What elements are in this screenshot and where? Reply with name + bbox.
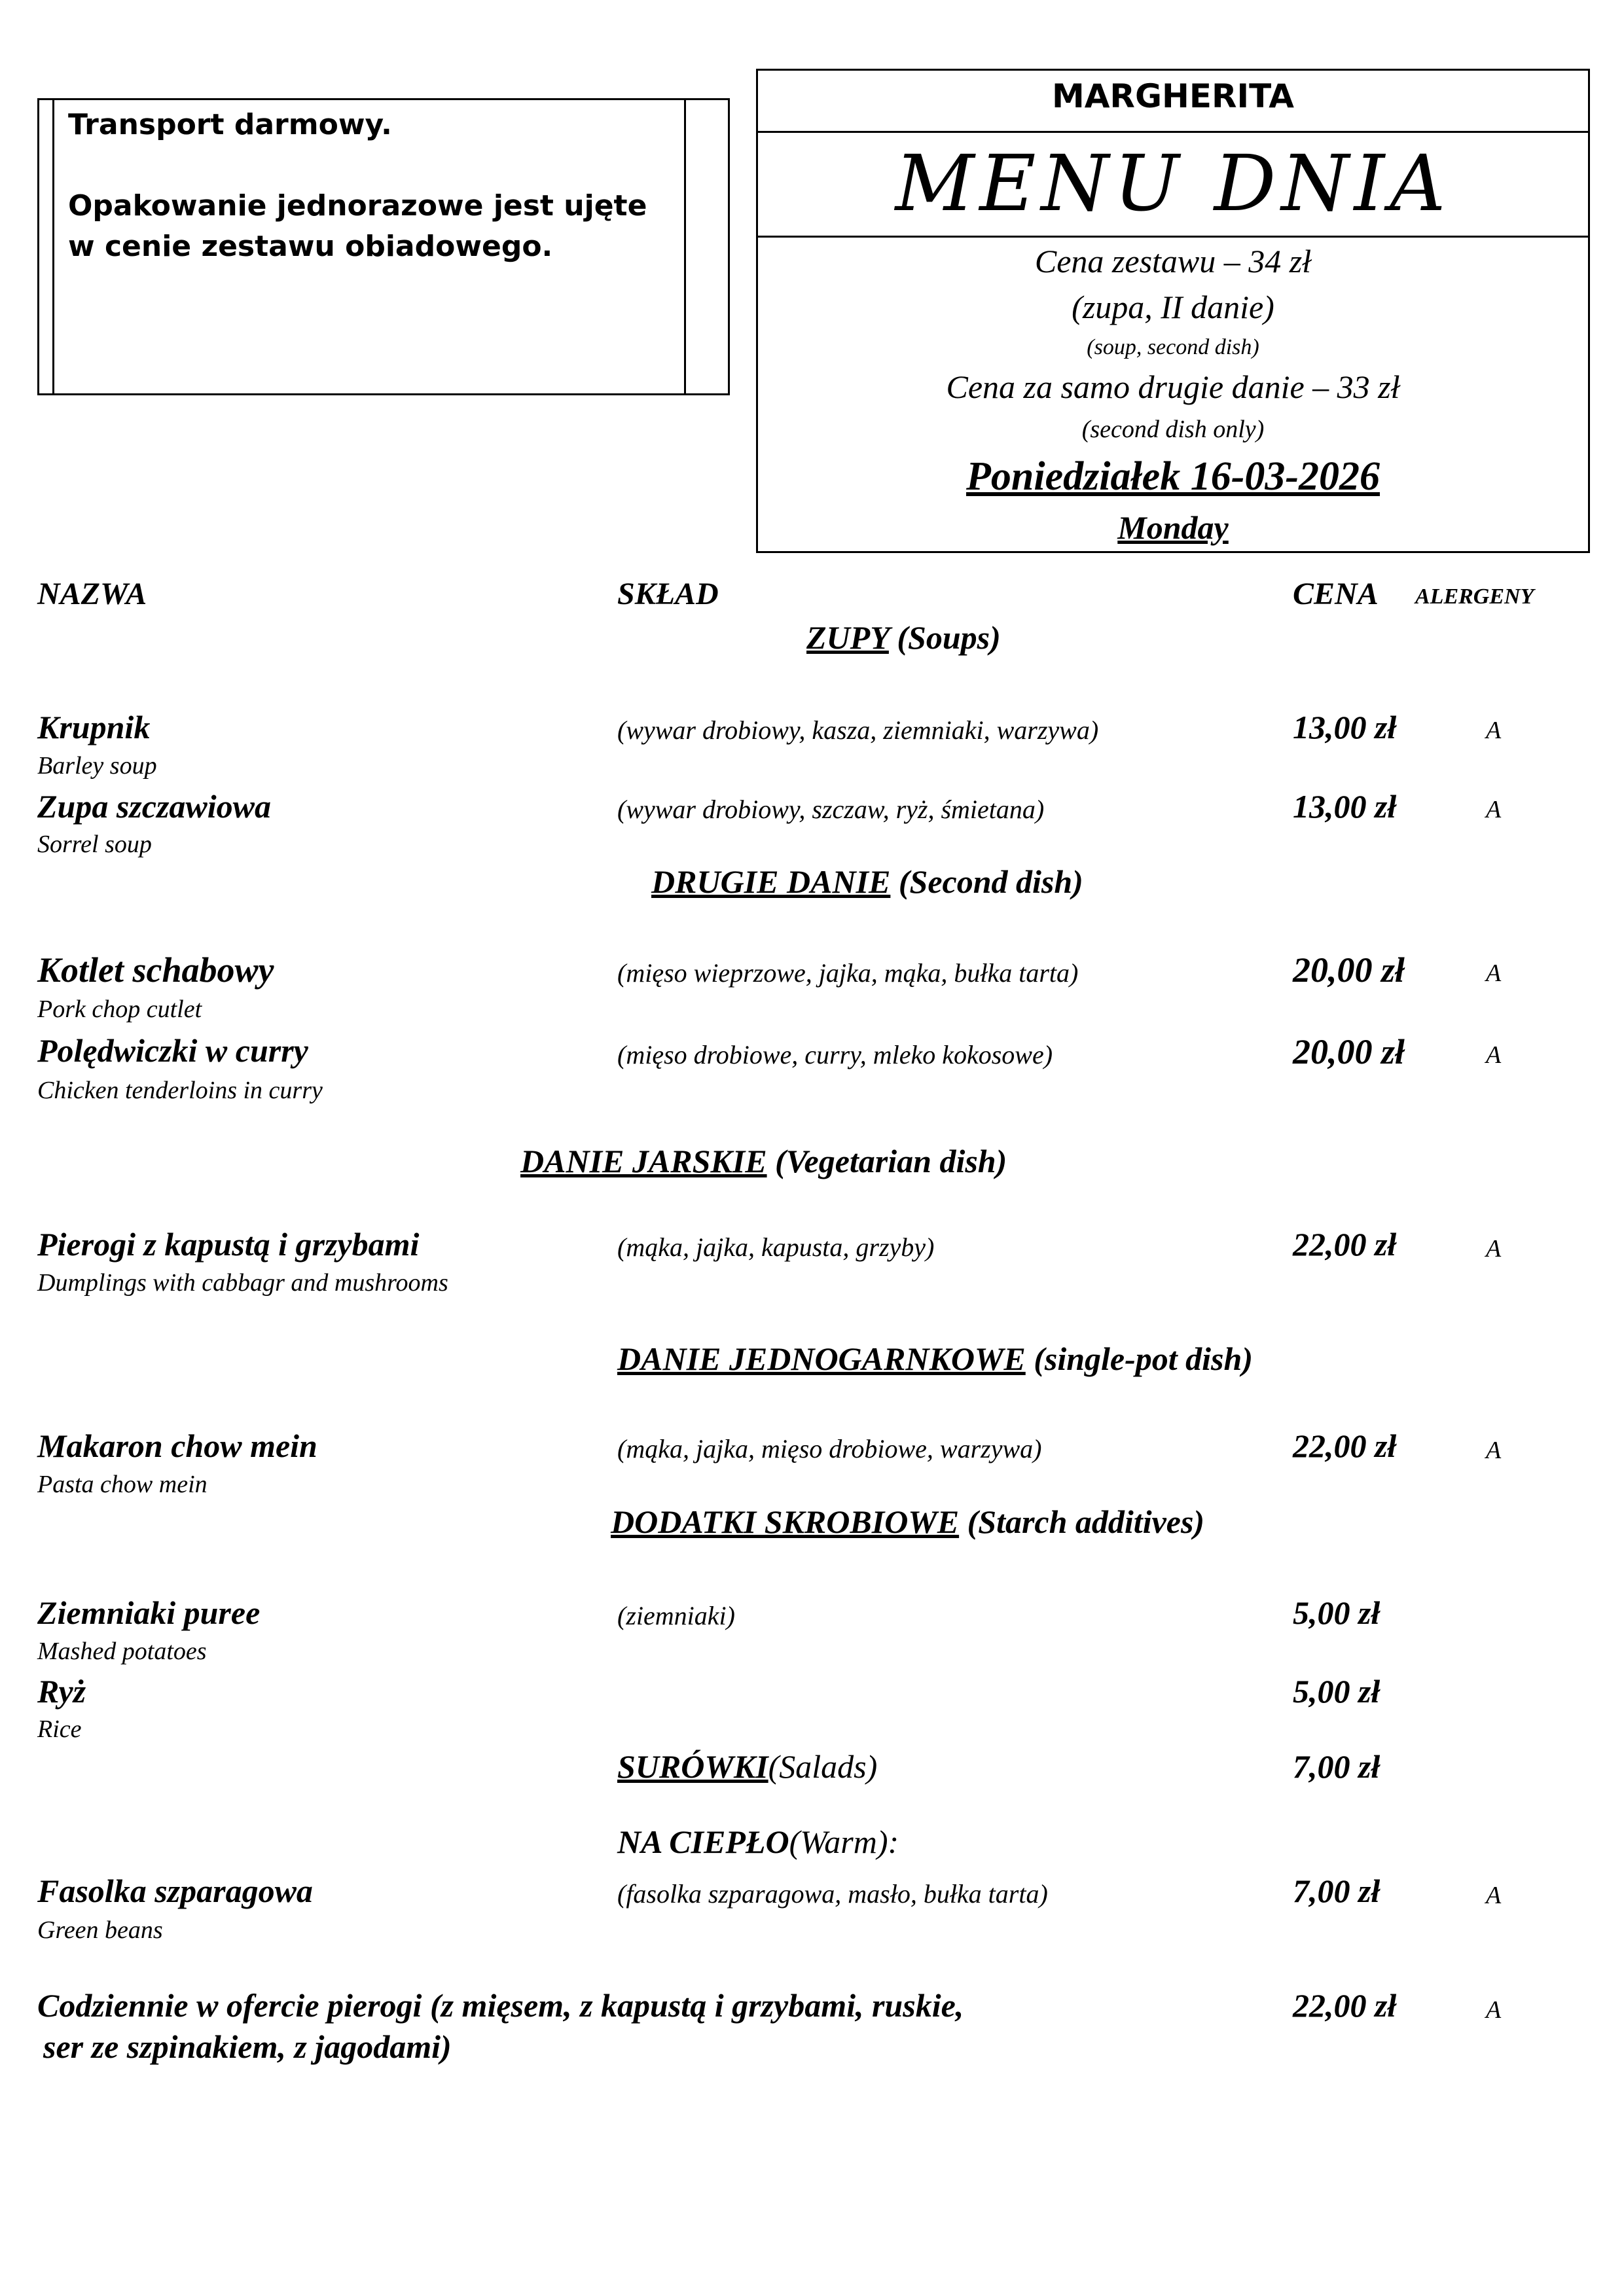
section-soups-title: ZUPY [806,619,889,656]
item-ingredients: (ziemniaki) [617,1601,735,1630]
item-price: 5,00 zł [1293,1594,1380,1631]
item-ingredients: (fasolka szparagowa, masło, bułka tarta) [617,1879,1048,1909]
header-divider [758,236,1588,238]
item-name: Ziemniaki puree [37,1594,261,1631]
item-name-en: Barley soup [37,752,157,780]
header-divider [758,131,1588,133]
item-allergen: A [1486,1437,1502,1464]
item-price: 20,00 zł [1293,1032,1405,1071]
info-packaging-line2: w cenie zestawu obiadowego. [68,230,553,263]
section-vegetarian-title-en: (Vegetarian dish) [775,1143,1007,1179]
item-price: 13,00 zł [1293,709,1397,745]
section-salads [617,1748,877,1785]
section-salads-title-en: (Salads) [768,1748,878,1785]
item-name-en: Rice [37,1715,82,1743]
info-packaging-line1: Opakowanie jednorazowe jest ujęte [68,189,647,223]
section-soups-title-en: (Soups) [897,619,1001,656]
item-name-en: Pasta chow mein [37,1471,208,1498]
column-header-price: CENA [1293,577,1379,611]
set-description: (zupa, II danie) [1072,289,1274,325]
daily-offer-price: 22,00 zł [1293,1987,1397,2024]
item-name: Ryż [37,1673,86,1710]
section-salads-title: SURÓWKI [617,1748,768,1785]
item-ingredients: (mięso drobiowe, curry, mleko kokosowe) [617,1040,1053,1069]
restaurant-name: MARGHERITA [1051,77,1295,115]
item-name-en: Dumplings with cabbagr and mushrooms [37,1269,448,1297]
section-starch [611,1503,1204,1541]
menu-date: Poniedziałek 16-03-2026 [966,454,1380,499]
item-ingredients: (wywar drobiowy, kasza, ziemniaki, warzywa) [617,715,1099,745]
item-name: Makaron chow mein [37,1427,317,1464]
section-onepot-title-en: (single-pot dish) [1034,1340,1253,1377]
item-allergen: A [1486,960,1502,987]
item-allergen: A [1486,1041,1502,1069]
item-name: Zupa szczawiowa [37,788,272,825]
item-price: 13,00 zł [1293,788,1397,825]
item-price: 5,00 zł [1293,1673,1380,1710]
info-text [68,105,670,267]
item-ingredients: (mąka, jajka, kapusta, grzyby) [617,1232,935,1262]
item-name: Fasolka szparagowa [37,1873,313,1909]
section-second-dish [651,863,1083,901]
item-allergen: A [1486,717,1502,744]
item-name: Pierogi z kapustą i grzybami [37,1226,420,1263]
set-description-en: (soup, second dish) [1087,335,1259,359]
section-warm-title: NA CIEPŁO [617,1823,789,1860]
item-price: 20,00 zł [1293,950,1405,990]
second-dish-price: Cena za samo drugie danie – 33 zł [946,368,1400,405]
section-onepot-title: DANIE JEDNOGARNKOWE [617,1340,1026,1377]
daily-offer-line1: Codziennie w ofercie pierogi (z mięsem, z kapustą i grzybami, ruskie, [37,1987,964,2024]
section-vegetarian [520,1142,1007,1180]
item-allergen: A [1486,1882,1502,1909]
menu-title: MENU DNIA [895,138,1451,228]
section-one-pot [617,1340,1253,1378]
item-name-en: Chicken tenderloins in curry [37,1077,323,1104]
second-dish-only-en: (second dish only) [1081,416,1265,443]
item-name-en: Green beans [37,1916,163,1944]
section-second-title: DRUGIE DANIE [651,863,891,900]
item-name-en: Pork chop cutlet [37,996,202,1023]
item-name: Polędwiczki w curry [37,1032,308,1069]
section-second-title-en: (Second dish) [898,863,1083,900]
item-name: Kotlet schabowy [37,950,274,990]
section-warm [617,1823,899,1861]
section-vegetarian-title: DANIE JARSKIE [520,1143,767,1179]
item-name-en: Sorrel soup [37,831,152,858]
item-price: 7,00 zł [1293,1873,1380,1909]
set-price: Cena zestawu – 34 zł [1034,243,1312,279]
column-header-allergens: ALERGENY [1415,584,1534,609]
column-header-ingredients: SKŁAD [617,577,719,611]
item-ingredients: (mąka, jajka, mięso drobiowe, warzywa) [617,1434,1042,1463]
item-price: 22,00 zł [1293,1427,1397,1464]
section-soups [806,619,1001,656]
section-warm-title-en: (Warm): [789,1823,899,1860]
section-starch-title-en: (Starch additives) [967,1503,1205,1540]
item-ingredients: (mięso wieprzowe, jajka, mąka, bułka tarta) [617,958,1079,988]
salads-price: 7,00 zł [1293,1748,1380,1785]
section-starch-title: DODATKI SKROBIOWE [611,1503,960,1540]
daily-offer-line2: ser ze szpinakiem, z jagodami) [43,2028,452,2065]
item-allergen: A [1486,796,1502,823]
info-transport: Transport darmowy. [68,108,392,141]
item-name-en: Mashed potatoes [37,1638,207,1665]
daily-offer-allergen: A [1486,1996,1502,2024]
menu-day-en: Monday [1117,509,1229,546]
item-price: 22,00 zł [1293,1226,1397,1263]
column-header-name: NAZWA [37,577,147,611]
item-name: Krupnik [37,709,151,745]
item-allergen: A [1486,1235,1502,1263]
item-ingredients: (wywar drobiowy, szczaw, ryż, śmietana) [617,795,1045,824]
